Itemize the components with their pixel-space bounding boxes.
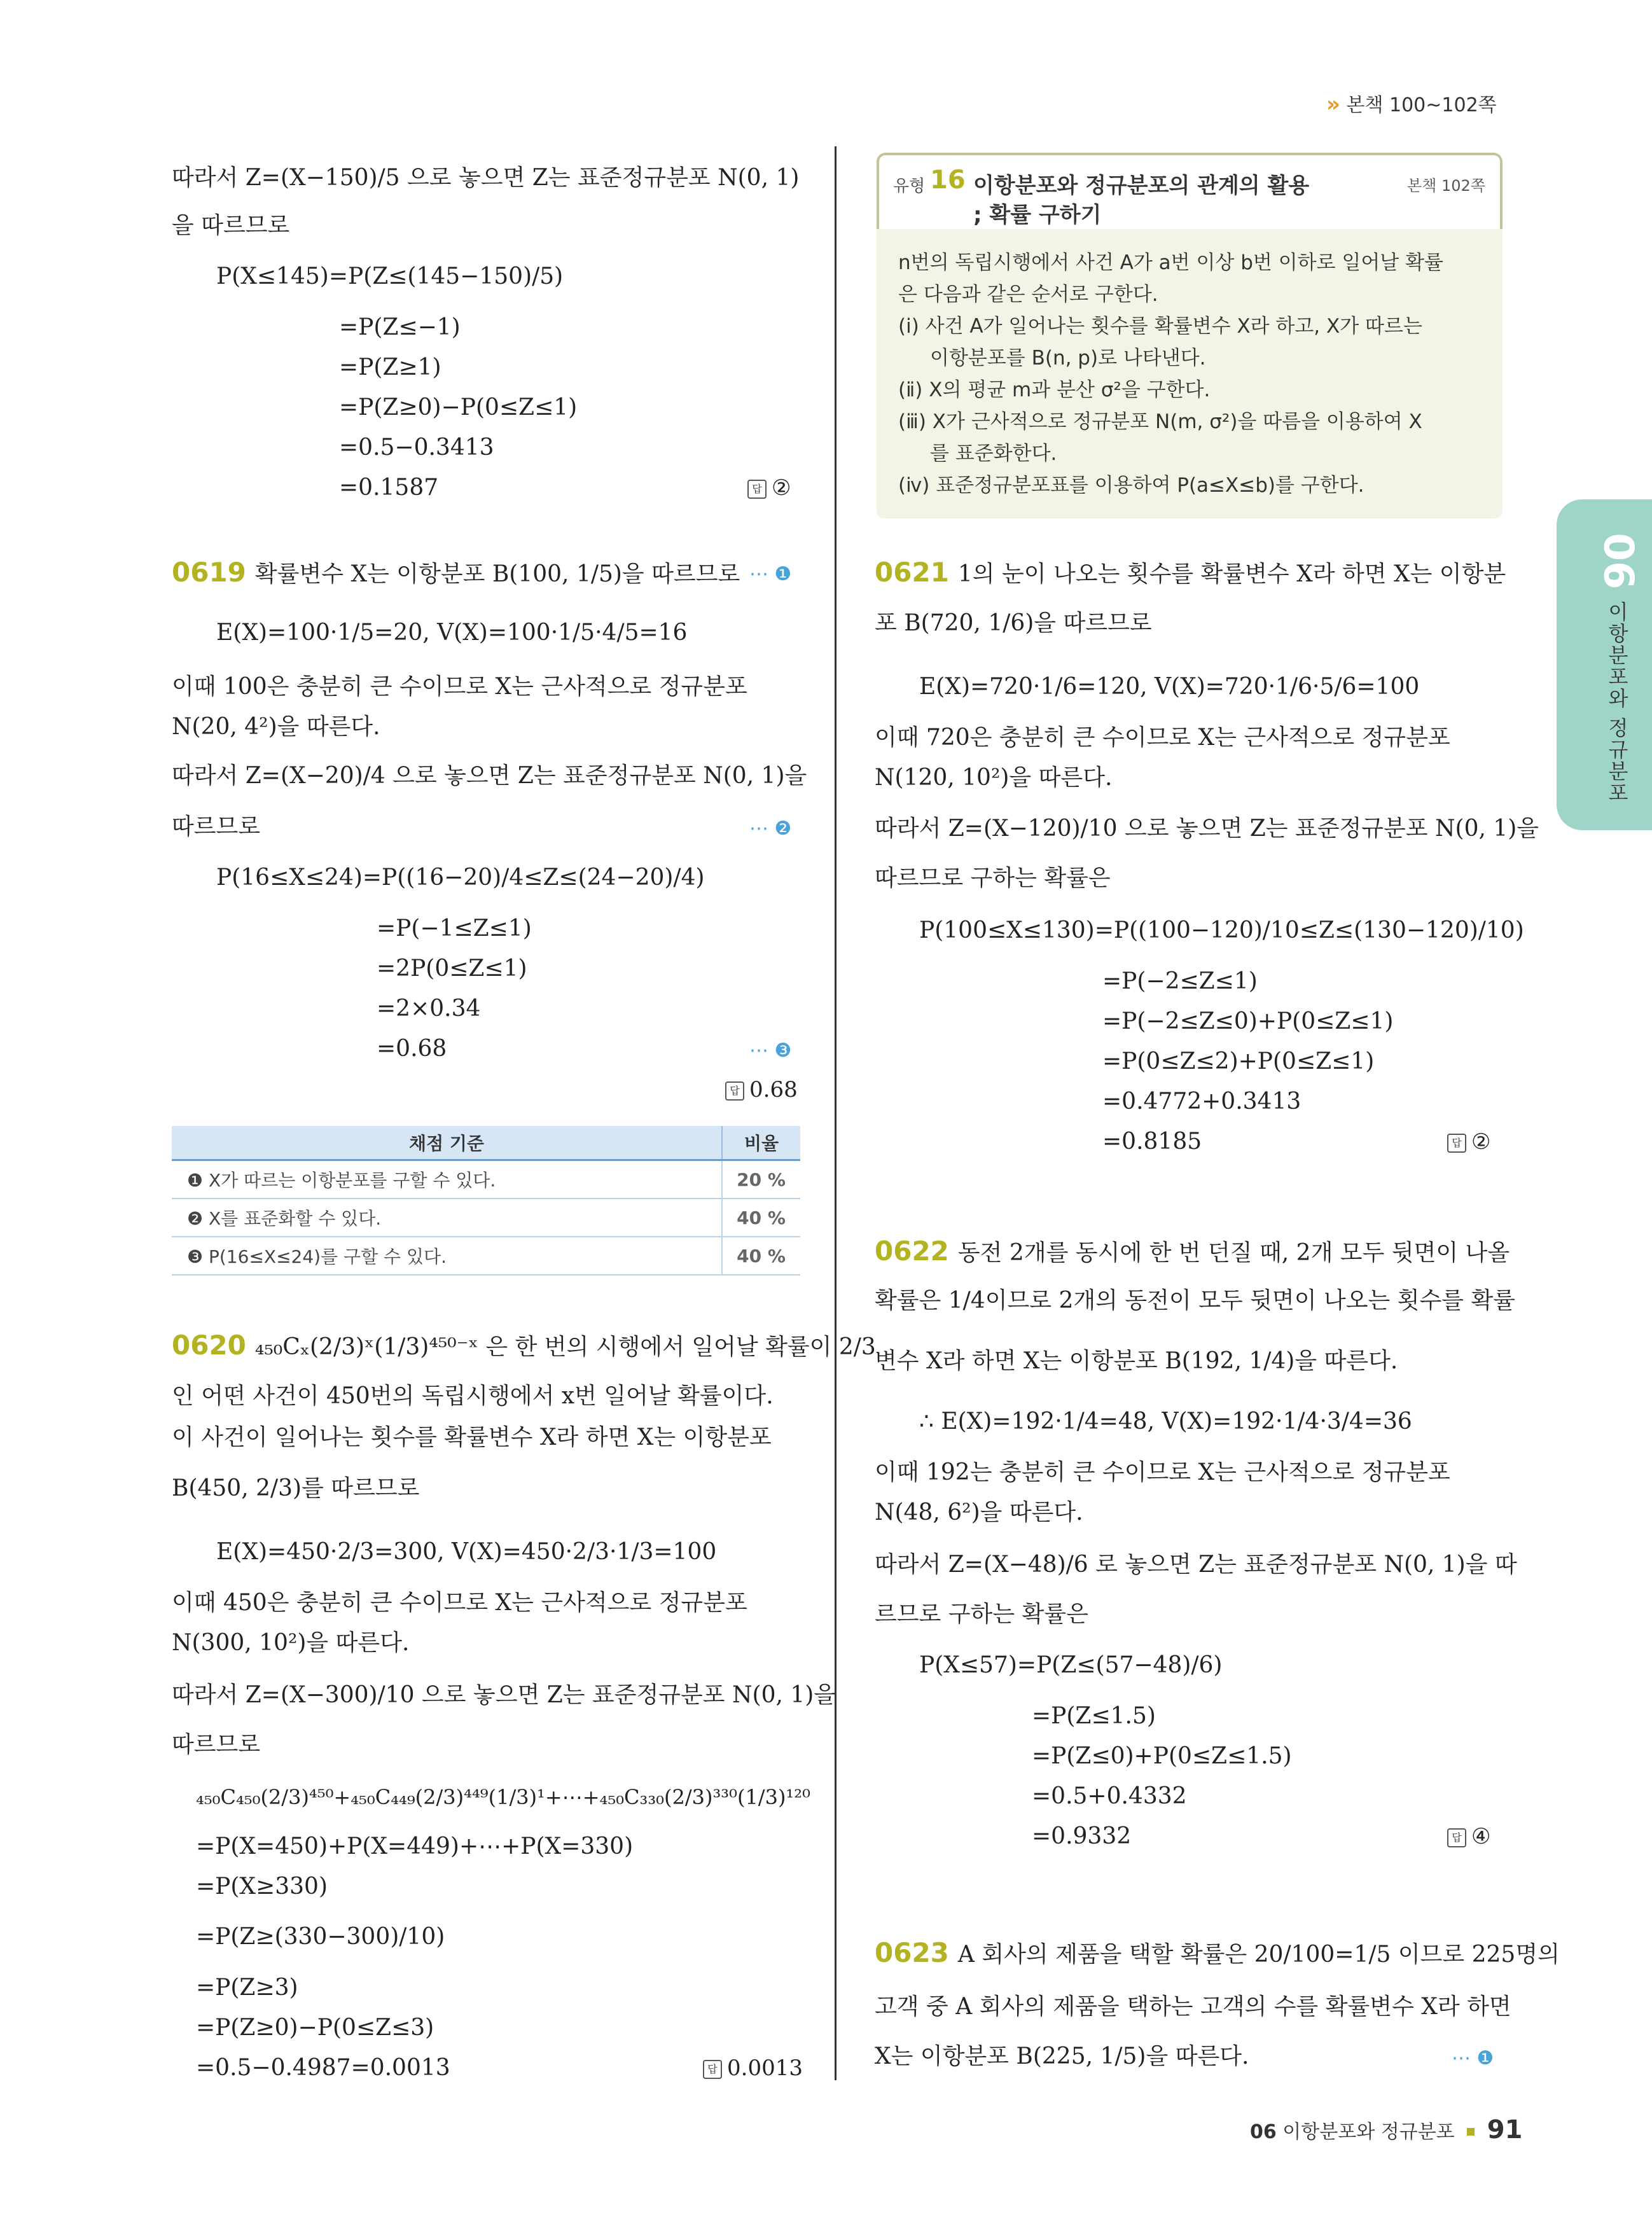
equation-line: ₄₅₀C₄₅₀(2/3)⁴⁵⁰+₄₅₀C₄₄₉(2/3)⁴⁴⁹(1/3)¹+⋯+₄₅₀C₃₃₀(2/3)³³⁰(1/3)¹²⁰ <box>196 1785 810 1809</box>
problem-0619 <box>172 557 740 590</box>
footer-title: 이항분포와 정규분포 <box>1282 2121 1455 2143</box>
equation-line: =P(Z≤−1) <box>339 314 461 340</box>
answer <box>725 1074 798 1106</box>
footer-chapter: 06 <box>1250 2121 1277 2143</box>
type-step-text: (ⅰ) 사건 A가 일어나는 횟수를 확률변수 X라 하고, X가 따르는 <box>898 315 1422 338</box>
text-line: 따라서 Z=(X−48)/6 로 놓으면 Z는 표준정규분포 N(0, 1)을 따 <box>875 1552 1517 1578</box>
type-step-text: 를 표준화한다. <box>930 442 1057 465</box>
rubric-header: 비율 <box>722 1126 800 1160</box>
type-ref: 본책 102쪽 <box>1407 177 1485 195</box>
problem-text: 동전 2개를 동시에 한 번 던질 때, 2개 모두 뒷면이 나올 <box>957 1240 1510 1266</box>
chapter-tab-number: 06 <box>1594 532 1642 590</box>
rubric-ratio: 40 % <box>722 1237 800 1275</box>
text-line: 이 사건이 일어나는 횟수를 확률변수 X라 하면 X는 이항분포 <box>172 1424 772 1450</box>
equation-line: ∴ E(X)=192·1/4=48, V(X)=192·1/4·3/4=36 <box>919 1408 1412 1435</box>
equation-line: =P(Z≤0)+P(0≤Z≤1.5) <box>1032 1743 1292 1769</box>
type-step-text: (ⅲ) X가 근사적으로 정규분포 N(m, σ²)을 따름을 이용하여 X <box>898 410 1422 433</box>
equation-line: =P(Z≥0)−P(0≤Z≤1) <box>339 394 578 420</box>
rubric-criterion: ❷ X를 표준화할 수 있다. <box>172 1199 722 1237</box>
text-line: 따르므로 구하는 확률은 <box>875 865 1111 891</box>
text-line: N(120, 10²)을 따른다. <box>875 765 1113 791</box>
answer-icon: 답 <box>703 2060 722 2079</box>
equation-line: =0.5−0.3413 <box>339 434 494 461</box>
equation-line: =0.4772+0.3413 <box>1102 1088 1301 1115</box>
answer-value: 0.68 <box>749 1077 798 1102</box>
type-box-header <box>877 153 1503 232</box>
answer <box>747 472 791 504</box>
text-line: 따르므로 <box>172 1732 261 1758</box>
text-line: 확률은 1/4이므로 2개의 동전이 모두 뒷면이 나오는 횟수를 확률 <box>875 1288 1516 1314</box>
answer-icon: 답 <box>1447 1134 1466 1153</box>
equation-line: =0.8185 <box>1102 1129 1202 1155</box>
equation-line: E(X)=450·2/3=300, V(X)=450·2/3·1/3=100 <box>216 1539 717 1565</box>
equation-line: =0.1587 <box>339 475 439 501</box>
answer <box>1447 1821 1490 1852</box>
problem-text: 1의 눈이 나오는 횟수를 확률변수 X라 하면 X는 이항분 <box>957 561 1506 587</box>
problem-text: 확률변수 X는 이항분포 B(100, 1/5)을 따르므로 <box>254 561 740 587</box>
chapter-tab <box>1557 499 1652 830</box>
equation-line: =P(X=450)+P(X=449)+⋯+P(X=330) <box>196 1833 634 1859</box>
text-line: 이때 450은 충분히 큰 수이므로 X는 근사적으로 정규분포 <box>172 1590 747 1616</box>
text-line: 인 어떤 사건이 450번의 독립시행에서 x번 일어날 확률이다. <box>172 1383 774 1409</box>
problem-0620 <box>172 1330 876 1363</box>
answer-value: ② <box>772 475 791 501</box>
text-line: N(300, 10²)을 따른다. <box>172 1630 410 1656</box>
equation-line: =2×0.34 <box>377 996 481 1022</box>
equation-line: =0.5+0.4332 <box>1032 1783 1187 1809</box>
equation-line: =P(−2≤Z≤1) <box>1102 968 1258 994</box>
column-divider <box>835 146 836 2080</box>
problem-text: ₄₅₀Cₓ(2/3)ˣ(1/3)⁴⁵⁰⁻ˣ 은 한 번의 시행에서 일어날 확률이 2/3 <box>254 1334 876 1360</box>
problem-0623 <box>875 1937 1560 1971</box>
answer-icon: 답 <box>725 1081 744 1101</box>
equation-line: =P(X≥330) <box>196 1873 328 1900</box>
rubric-ratio: 20 % <box>722 1160 800 1199</box>
answer-icon: 답 <box>1447 1828 1466 1847</box>
step-marker: ⋯ ❶ <box>749 563 792 585</box>
problem-0622 <box>875 1235 1510 1269</box>
answer <box>1447 1126 1490 1158</box>
answer-icon: 답 <box>747 480 767 499</box>
text-line: 따라서 Z=(X−300)/10 으로 놓으면 Z는 표준정규분포 N(0, 1)을 <box>172 1682 836 1708</box>
text-line: 따르므로 <box>172 814 261 840</box>
step-marker: ⋯ ❸ <box>749 1039 792 1062</box>
problem-number: 0622 <box>875 1235 949 1267</box>
chapter-tab-title: 이항분포와 정규분포 <box>1605 601 1629 804</box>
page-number: 91 <box>1487 2115 1523 2144</box>
rubric-criterion: ❶ X가 따르는 이항분포를 구할 수 있다. <box>172 1160 722 1199</box>
equation-line: P(X≤57)=P(Z≤(57−48)/6) <box>919 1652 1223 1678</box>
text-line: 따라서 Z=(X−120)/10 으로 놓으면 Z는 표준정규분포 N(0, 1)을 <box>875 816 1539 842</box>
left-line: 따라서 Z=(X−150)/5 으로 놓으면 Z는 표준정규분포 N(0, 1) <box>172 165 800 191</box>
equation-line: =P(−2≤Z≤0)+P(0≤Z≤1) <box>1102 1008 1394 1034</box>
answer-value: 0.0013 <box>727 2055 803 2081</box>
step-marker: ⋯ ❷ <box>749 817 792 840</box>
rubric-ratio: 40 % <box>722 1199 800 1237</box>
type-step-text: 은 다음과 같은 순서로 구한다. <box>898 283 1158 306</box>
type-step-text: (ⅳ) 표준정규분포표를 이용하여 P(a≤X≤b)를 구한다. <box>898 474 1364 497</box>
text-line: X는 이항분포 B(225, 1/5)을 따른다. <box>875 2043 1249 2069</box>
rubric-criterion: ❸ P(16≤X≤24)를 구할 수 있다. <box>172 1237 722 1275</box>
equation-line: =P(Z≥1) <box>339 354 441 380</box>
text-line: 고객 중 A 회사의 제품을 택하는 고객의 수를 확률변수 X라 하면 <box>875 1994 1511 2020</box>
answer-value: ④ <box>1471 1824 1491 1849</box>
text-line: 이때 192는 충분히 큰 수이므로 X는 근사적으로 정규분포 <box>875 1459 1450 1485</box>
text-line: B(450, 2/3)를 따르므로 <box>172 1475 420 1501</box>
type-steps <box>898 247 1443 501</box>
step-marker: ⋯ ❶ <box>1452 2047 1494 2069</box>
equation-line: =P(Z≤1.5) <box>1032 1703 1156 1729</box>
text-line: 따라서 Z=(X−20)/4 으로 놓으면 Z는 표준정규분포 N(0, 1)을 <box>172 763 807 789</box>
equation-line: =P(Z≥3) <box>196 1975 298 2001</box>
rubric-header: 채점 기준 <box>172 1126 722 1160</box>
type-step-text: (ⅱ) X의 평균 m과 분산 σ²을 구한다. <box>898 379 1211 401</box>
problem-text: A 회사의 제품을 택할 확률은 20/100=1/5 이므로 225명의 <box>957 1942 1560 1968</box>
equation-line: =P(Z≥(330−300)/10) <box>196 1924 445 1950</box>
problem-number: 0621 <box>875 557 949 588</box>
equation-line: =P(Z≥0)−P(0≤Z≤3) <box>196 2015 434 2041</box>
type-number: 16 <box>930 165 966 195</box>
equation-line: P(100≤X≤130)=P((100−120)/10≤Z≤(130−120)/10) <box>919 917 1524 943</box>
footer-square-icon <box>1467 2128 1475 2136</box>
equation-line: =0.9332 <box>1032 1823 1132 1849</box>
type-step-text: 이항분포를 B(n, p)로 나타낸다. <box>930 347 1206 370</box>
equation-line: P(16≤X≤24)=P((16−20)/4≤Z≤(24−20)/4) <box>216 865 705 891</box>
equation-line: E(X)=100·1/5=20, V(X)=100·1/5·4/5=16 <box>216 620 688 646</box>
type-step-text: n번의 독립시행에서 사건 A가 a번 이상 b번 이하로 일어날 확률 <box>898 251 1443 274</box>
answer-value: ② <box>1471 1129 1491 1155</box>
equation-line: =0.68 <box>377 1036 447 1062</box>
page-reference <box>1326 89 1497 117</box>
equation-line: =0.5−0.4987=0.0013 <box>196 2055 450 2081</box>
chevron-right-icon: » <box>1326 92 1340 117</box>
equation-line: P(X≤145)=P(Z≤(145−150)/5) <box>216 263 564 289</box>
text-line: 이때 100은 충분히 큰 수이므로 X는 근사적으로 정규분포 <box>172 674 747 700</box>
page-footer <box>1250 2115 1522 2144</box>
type-label: 유형 <box>893 177 926 196</box>
equation-line: =P(−1≤Z≤1) <box>377 915 532 942</box>
answer <box>703 2052 803 2084</box>
problem-number: 0619 <box>172 557 246 588</box>
problem-number: 0620 <box>172 1330 246 1361</box>
text-line: 포 B(720, 1/6)을 따르므로 <box>875 610 1152 636</box>
text-line: 변수 X라 하면 X는 이항분포 B(192, 1/4)을 따른다. <box>875 1348 1398 1374</box>
equation-line: E(X)=720·1/6=120, V(X)=720·1/6·5/6=100 <box>919 674 1420 700</box>
type-box-content <box>877 229 1503 518</box>
equation-line: =2P(0≤Z≤1) <box>377 956 527 982</box>
left-line: 을 따르므로 <box>172 212 290 239</box>
type-title: 이항분포와 정규분포의 관계의 활용 <box>973 173 1310 198</box>
grading-rubric <box>172 1126 800 1275</box>
text-line: 이때 720은 충분히 큰 수이므로 X는 근사적으로 정규분포 <box>875 725 1450 751</box>
type-subtitle: ; 확률 구하기 <box>973 202 1102 228</box>
text-line: 르므로 구하는 확률은 <box>875 1601 1088 1627</box>
page-range: 본책 100~102쪽 <box>1346 94 1497 116</box>
problem-0621 <box>875 557 1506 590</box>
problem-number: 0623 <box>875 1937 949 1968</box>
equation-line: =P(0≤Z≤2)+P(0≤Z≤1) <box>1102 1048 1375 1074</box>
text-line: N(20, 4²)을 따른다. <box>172 714 380 740</box>
text-line: N(48, 6²)을 따른다. <box>875 1499 1083 1526</box>
